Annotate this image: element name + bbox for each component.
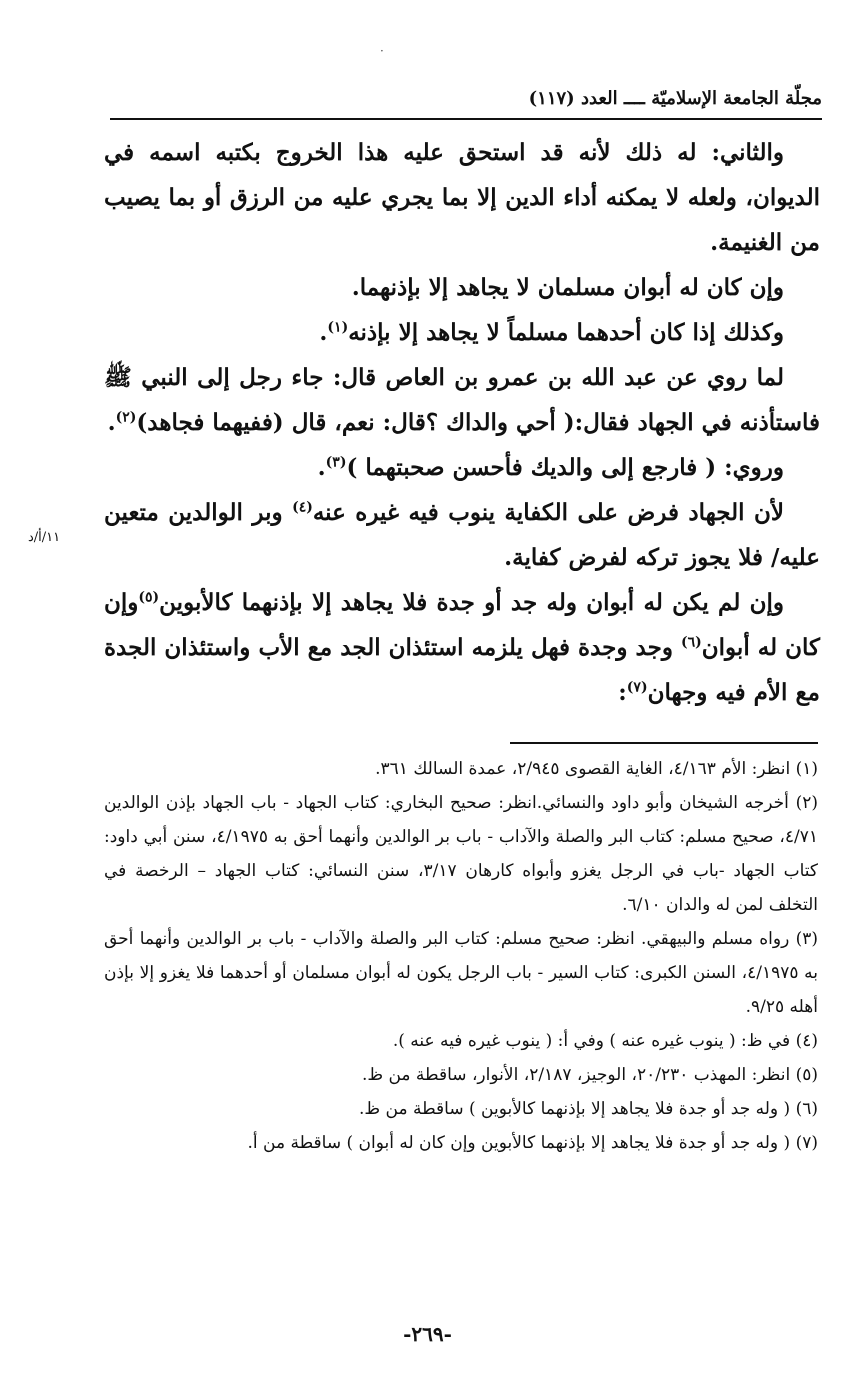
paragraph	[104, 355, 820, 445]
main-text	[104, 130, 820, 715]
footnote: (٦) ( وله جد أو جدة فلا يجاهد إلا بإذنهما كالأبوين ) ساقطة من ظ.	[359, 1099, 818, 1119]
paragraph	[104, 445, 820, 490]
running-header	[110, 88, 822, 114]
paragraph	[104, 580, 820, 715]
footnote: (٤) في ظ: ( ينوب غيره عنه ) وفي أ: ( ينوب غيره فيه عنه ).	[392, 1031, 818, 1051]
page-number: -٢٦٩-	[403, 1322, 452, 1346]
paragraph-tail: .	[319, 319, 328, 346]
paragraph-text: والثاني: له ذلك لأنه قد استحق عليه هذا الخروج بكتبه اسمه في الديوان، ولعله لا يمكنه أداء الدين إلا بما يجري عليه من الرزق أو بما يصيب من الغنيمة.	[104, 139, 820, 256]
footnote-ref: (٢)	[115, 409, 137, 426]
paragraph-tail: .	[107, 409, 116, 436]
footnote: (٢) أخرجه الشيخان وأبو داود والنسائي.انظر: صحيح البخاري: كتاب الجهاد - باب الجهاد بإذن الوالدين ٤/٧١، صحيح مسلم: كتاب البر والصلة والآداب - باب بر الوالدين وأنهما أحق به ٤/١٩٧٥، سنن أبي داود: كتاب الجهاد -باب في الرجل يغزو وأبواه كارهان ٣/١٧، سنن النسائي: كتاب الجهاد – الرخصة في التخلف لمن له والدان ٦/١٠.	[104, 793, 818, 915]
paragraph-text: وكذلك إذا كان أحدهما مسلماً لا يجاهد إلا بإذنه	[348, 319, 784, 346]
footnote: (٣) رواه مسلم والبيهقي. انظر: صحيح مسلم: كتاب البر والصلة والآداب - باب بر الوالدين وأنهما أحق به ٤/١٩٧٥، السنن الكبرى: كتاب السير - باب الرجل يكون له أبوان مسلمان أو أحدهما فلا يغزو إلا بإذن أهله ٩/٢٥.	[104, 929, 819, 1017]
paragraph	[104, 310, 820, 355]
paragraph-text: لأن الجهاد فرض على الكفاية ينوب فيه غيره عنه	[312, 499, 784, 526]
paragraph-text: لما روي عن عبد الله بن عمرو بن العاص قال: جاء رجل إلى النبي ﷺ فاستأذنه في الجهاد فقال:( أحي والداك ؟قال: نعم، قال (ففيهما فجاهد)	[104, 364, 820, 436]
footnotes	[104, 752, 818, 1160]
footnote-ref: (١)	[327, 319, 349, 336]
header-rule	[110, 118, 822, 120]
paragraph	[104, 130, 820, 265]
paragraph-text: وإن كان له أبوان مسلمان لا يجاهد إلا بإذنهما.	[351, 274, 784, 301]
footnote: (١) انظر: الأم ٤/١٦٣، الغاية القصوى ٢/٩٤٥، عمدة السالك ٣٦١.	[375, 759, 818, 779]
footnote-ref: (٥)	[138, 589, 160, 606]
footnote-rule	[510, 742, 818, 744]
paragraph-tail: :	[618, 679, 627, 706]
manuscript-folio-note: ١١/أ/د	[28, 530, 61, 545]
paragraph-tail: .	[317, 454, 326, 481]
footnote-ref: (٦)	[680, 634, 702, 651]
footnote: (٥) انظر: المهذب ٢٠/٢٣٠، الوجيز، ٢/١٨٧، الأنوار، ساقطة من ظ.	[361, 1065, 818, 1085]
footnote-ref: (٧)	[626, 679, 648, 696]
paragraph-tail: وبر الوالدين متعين عليه/ فلا يجوز تركه لفرض كفاية.	[104, 499, 820, 571]
paragraph-text: وإن لم يكن له أبوان وله جد أو جدة فلا يجاهد إلا بإذنهما كالأبوين	[159, 589, 784, 616]
paragraph-tail: وجد وجدة فهل يلزمه استئذان الجد مع الأب واستئذان الجدة مع الأم فيه وجهان	[104, 634, 820, 706]
paragraph-text: وروي: ( فارجع إلى والديك فأحسن صحبتهما )	[346, 454, 784, 481]
footnote: (٧) ( وله جد أو جدة فلا يجاهد إلا بإذنهما كالأبوين وإن كان له أبوان ) ساقطة من أ.	[247, 1133, 818, 1153]
paragraph	[104, 490, 820, 580]
stray-mark: ·	[380, 44, 384, 58]
journal-title: مجلّة الجامعة الإسلاميّة ــــ العدد (١١٧)	[528, 88, 822, 109]
paragraph-tail: وإن كان له أبوان	[104, 589, 820, 661]
footnote-ref: (٤)	[292, 499, 313, 516]
paragraph	[104, 265, 820, 310]
footnote-ref: (٣)	[325, 454, 347, 471]
